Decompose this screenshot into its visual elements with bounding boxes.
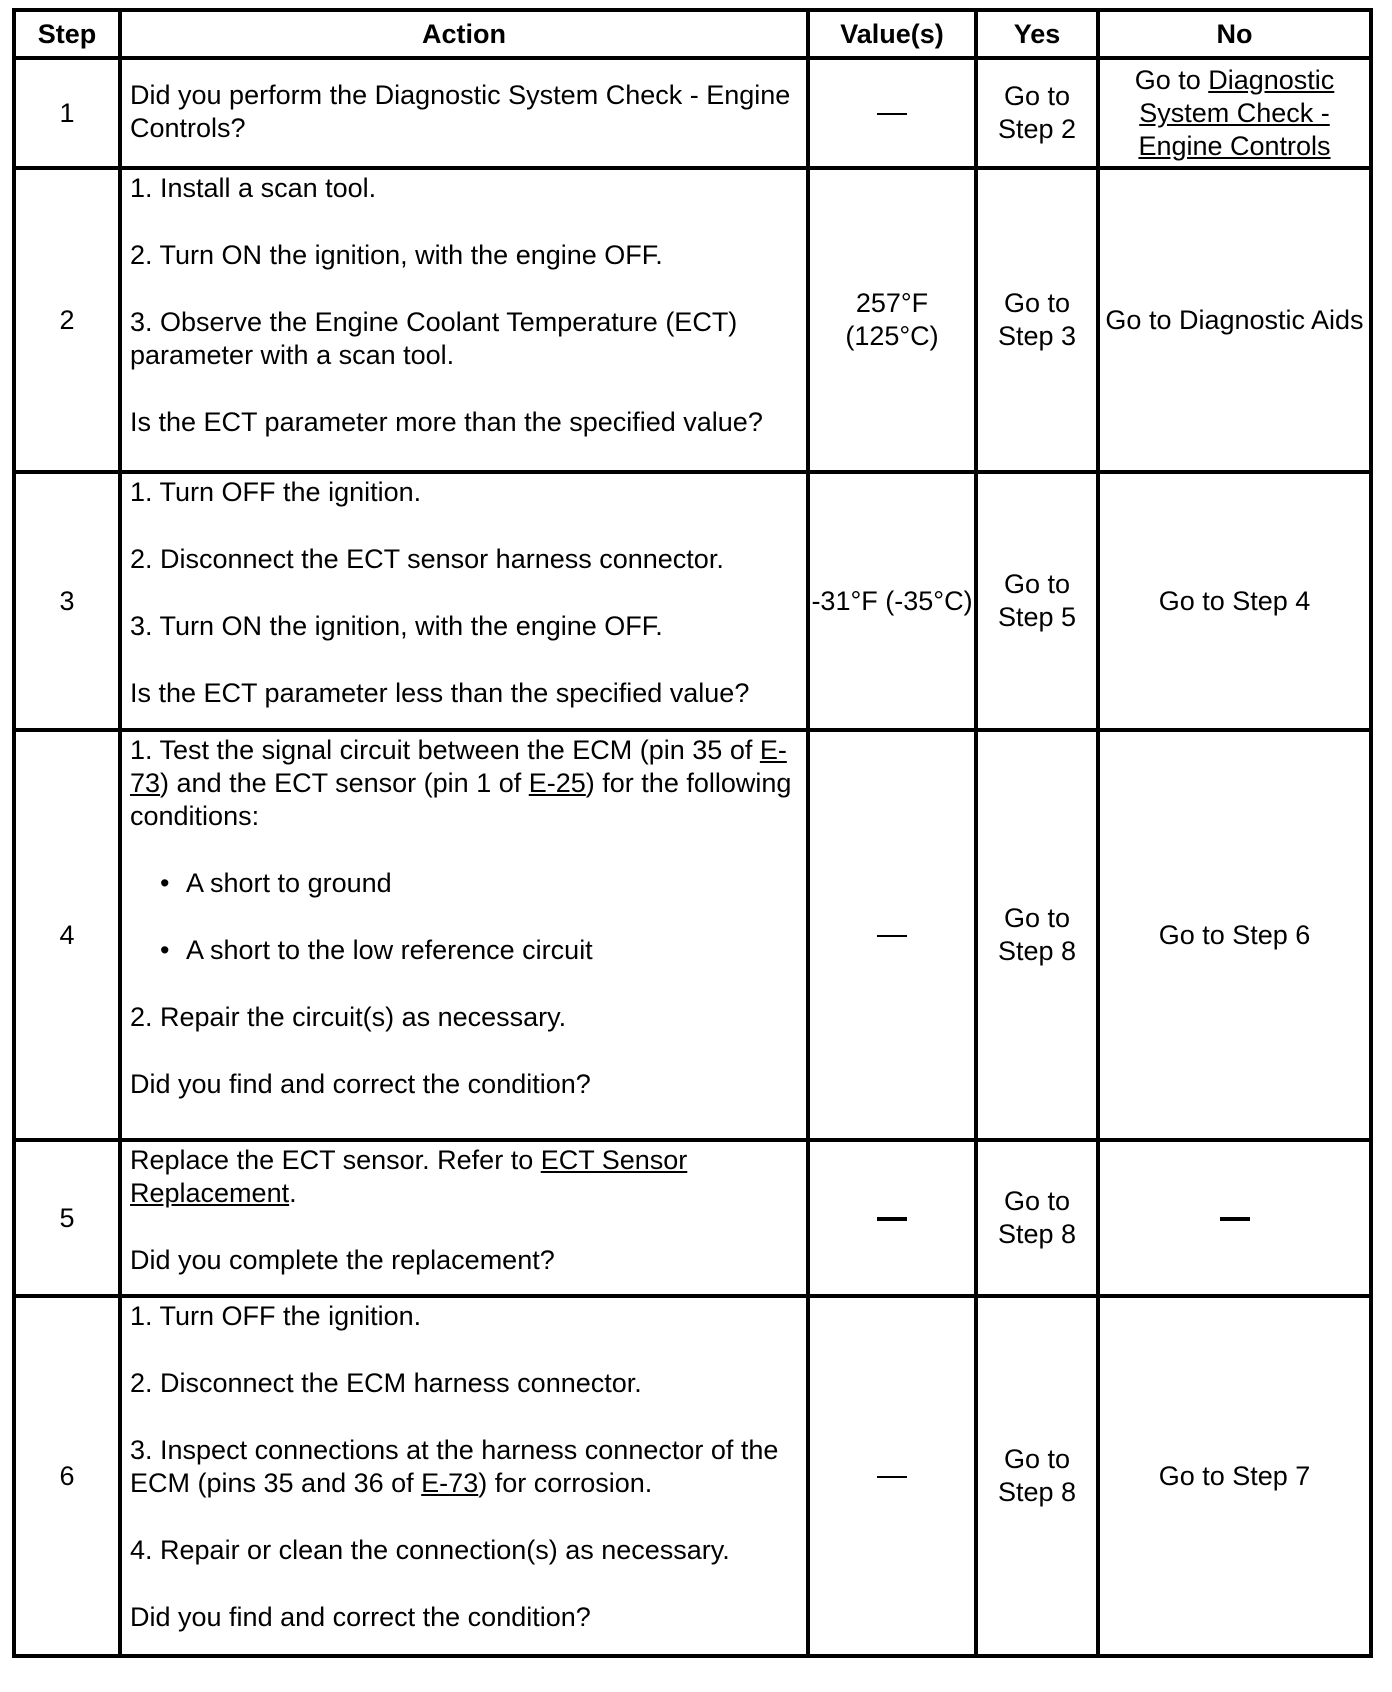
table-row xyxy=(14,1140,1371,1296)
action-text: 2. Disconnect the ECM harness connector. xyxy=(130,1368,642,1398)
value-cell: -31°F (-35°C) xyxy=(808,472,976,730)
value-cell xyxy=(808,1140,976,1296)
table-row xyxy=(14,1296,1371,1656)
connector-e73-link[interactable]: E-73 xyxy=(421,1468,479,1498)
yes-cell: Go to Step 3 xyxy=(976,168,1098,472)
step-number: 5 xyxy=(14,1140,120,1296)
no-cell: Go to Step 4 xyxy=(1098,472,1371,730)
header-yes: Yes xyxy=(976,10,1098,58)
action-text: 1. Turn OFF the ignition. xyxy=(130,477,422,507)
bullet-item: • A short to ground xyxy=(160,868,392,898)
header-no: No xyxy=(1098,10,1371,58)
step-number: 6 xyxy=(14,1296,120,1656)
step-number: 4 xyxy=(14,730,120,1140)
action-cell xyxy=(120,1296,808,1656)
dash-mark xyxy=(877,1217,907,1221)
action-text: Did you find and correct the condition? xyxy=(130,1069,591,1099)
action-cell xyxy=(120,1140,808,1296)
yes-cell: Go to Step 8 xyxy=(976,730,1098,1140)
diagnostic-table xyxy=(12,8,1373,1658)
yes-cell: Go to Step 8 xyxy=(976,1296,1098,1656)
table-row xyxy=(14,168,1371,472)
no-cell: Go to Step 7 xyxy=(1098,1296,1371,1656)
diagnostic-system-check-link[interactable]: Diagnostic System Check - Engine Controls xyxy=(1138,64,1335,161)
action-text: 1. Turn OFF the ignition. xyxy=(130,1301,422,1331)
no-cell: Go to Diagnostic Aids xyxy=(1098,168,1371,472)
action-text: 2. Repair the circuit(s) as necessary. xyxy=(130,1002,567,1032)
no-cell xyxy=(1098,58,1371,168)
action-cell xyxy=(120,168,808,472)
value-cell: 257°F (125°C) xyxy=(808,168,976,472)
header-step: Step xyxy=(14,10,120,58)
header-values: Value(s) xyxy=(808,10,976,58)
action-text: Did you find and correct the condition? xyxy=(130,1602,591,1632)
bullet-icon: • xyxy=(160,935,170,965)
yes-cell: Go to Step 2 xyxy=(976,58,1098,168)
action-text: 1. Test the signal circuit between the ECM (pin 35 of E-73) and the ECT sensor (pin 1 of E-25) for the following conditions: xyxy=(130,735,792,831)
action-text: 3. Observe the Engine Coolant Temperature (ECT) parameter with a scan tool. xyxy=(130,307,738,370)
action-text: 4. Repair or clean the connection(s) as necessary. xyxy=(130,1535,730,1565)
header-action: Action xyxy=(120,10,808,58)
action-text: 2. Disconnect the ECT sensor harness connector. xyxy=(130,544,724,574)
yes-cell: Go to Step 5 xyxy=(976,472,1098,730)
yes-cell: Go to Step 8 xyxy=(976,1140,1098,1296)
action-text: 3. Turn ON the ignition, with the engine OFF. xyxy=(130,611,663,641)
no-prefix: Go to xyxy=(1134,64,1209,95)
table-row xyxy=(14,730,1371,1140)
table-row xyxy=(14,472,1371,730)
action-text: Is the ECT parameter more than the specified value? xyxy=(130,407,763,437)
step-number: 1 xyxy=(14,58,120,168)
step-number: 2 xyxy=(14,168,120,472)
value-cell xyxy=(808,730,976,1140)
action-cell xyxy=(120,472,808,730)
table-row xyxy=(14,58,1371,168)
bullet-icon: • xyxy=(160,868,170,898)
ect-sensor-replacement-link[interactable]: ECT Sensor Replacement xyxy=(130,1145,688,1208)
step-number: 3 xyxy=(14,472,120,730)
action-cell xyxy=(120,730,808,1140)
no-cell: Go to Step 6 xyxy=(1098,730,1371,1140)
dash-mark xyxy=(877,935,907,937)
action-text: 1. Install a scan tool. xyxy=(130,173,377,203)
dash-mark xyxy=(877,1476,907,1478)
action-text: Is the ECT parameter less than the specified value? xyxy=(130,678,750,708)
action-text: 2. Turn ON the ignition, with the engine OFF. xyxy=(130,240,663,270)
action-cell xyxy=(120,58,808,168)
dash-mark xyxy=(877,113,907,115)
header-row xyxy=(14,10,1371,58)
connector-e73-link[interactable]: E-73 xyxy=(130,735,787,798)
action-text: Did you complete the replacement? xyxy=(130,1245,555,1275)
action-text: Replace the ECT sensor. Refer to ECT Sensor Replacement. xyxy=(130,1145,688,1208)
value-cell xyxy=(808,58,976,168)
no-cell xyxy=(1098,1140,1371,1296)
connector-e25-link[interactable]: E-25 xyxy=(528,768,586,798)
action-text: Did you perform the Diagnostic System Check - Engine Controls? xyxy=(130,80,791,143)
dash-mark xyxy=(1220,1217,1250,1221)
bullet-item: • A short to the low reference circuit xyxy=(160,935,593,965)
action-text: 3. Inspect connections at the harness connector of the ECM (pins 35 and 36 of E-73) for corrosion. xyxy=(130,1435,779,1498)
value-cell xyxy=(808,1296,976,1656)
